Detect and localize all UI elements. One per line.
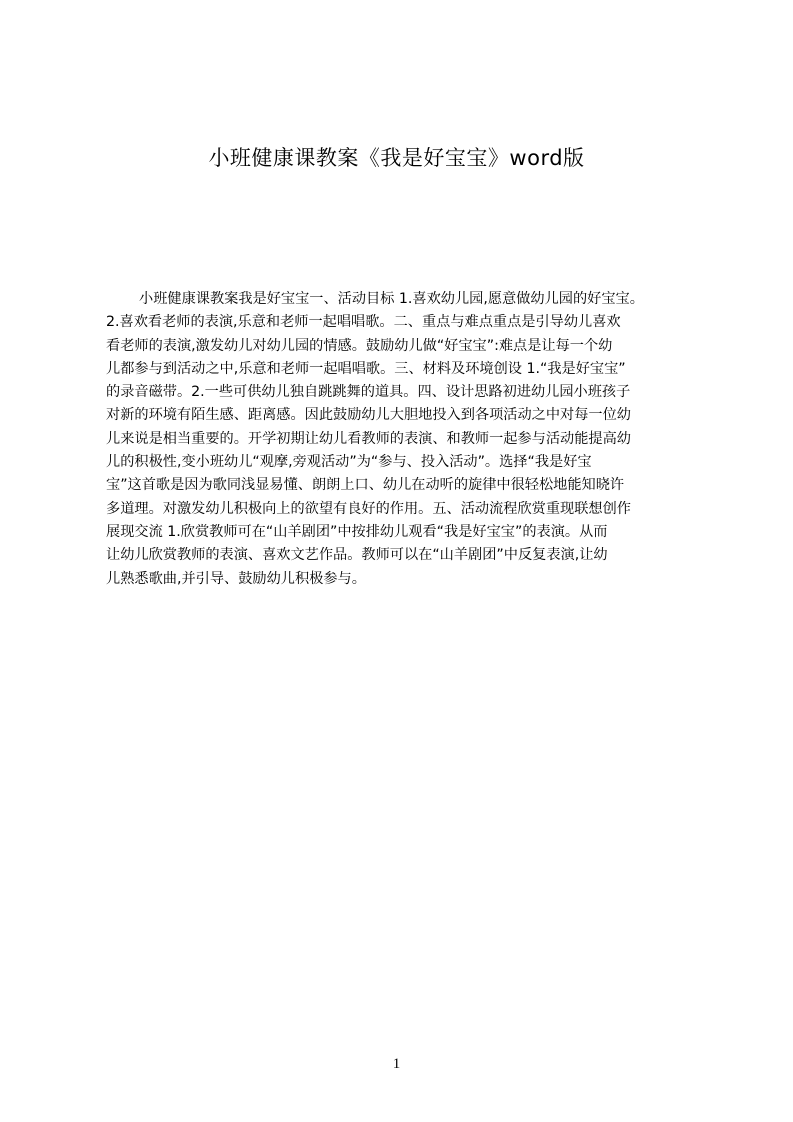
- document-body: [106, 288, 695, 591]
- body-line: 展现交流 1.欣赏教师可在“山羊剧团”中按排幼儿观看“我是好宝宝”的表演。从而: [106, 523, 608, 540]
- body-line: 儿的积极性,变小班幼儿“观摩,旁观活动”为“参与、投入活动”。选择“我是好宝: [106, 454, 592, 471]
- body-line: 对新的环境有陌生感、距离感。因此鼓励幼儿大胆地投入到各项活动之中对每一位幼: [106, 407, 631, 424]
- body-line: 儿都参与到活动之中,乐意和老师一起唱唱歌。三、材料及环境创设 1.“我是好宝宝”: [106, 360, 626, 377]
- body-line: 儿熟悉歌曲,并引导、鼓励幼儿积极参与。: [106, 570, 366, 587]
- document-title: 小班健康课教案《我是好宝宝》word版: [208, 146, 585, 170]
- body-line: 小班健康课教案我是好宝宝一、活动目标 1.喜欢幼儿园,愿意做幼儿园的好宝宝。: [139, 291, 644, 307]
- body-line: 让幼儿欣赏教师的表演、喜欢文艺作品。教师可以在“山羊剧团”中反复表演,让幼: [106, 547, 608, 564]
- body-line: 2.喜欢看老师的表演,乐意和老师一起唱唱歌。二、重点与难点重点是引导幼儿喜欢: [106, 314, 621, 331]
- body-line: 宝”这首歌是因为歌同浅显易懂、朗朗上口、幼儿在动听的旋律中很轻松地能知晓许: [106, 477, 625, 494]
- body-line: 多道理。对激发幼儿积极向上的欲望有良好的作用。五、活动流程欣赏重现联想创作: [106, 500, 631, 517]
- body-line: 儿来说是相当重要的。开学初期让幼儿看教师的表演、和教师一起参与活动能提高幼: [106, 430, 631, 447]
- page-number: 1: [392, 1056, 401, 1072]
- body-line: 的录音磁带。2.一些可供幼儿独自跳跳舞的道具。四、设计思路初进幼儿园小班孩子: [106, 384, 631, 401]
- body-line: 看老师的表演,激发幼儿对幼儿园的情感。鼓励幼儿做“好宝宝”:难点是让每一个幼: [106, 337, 613, 354]
